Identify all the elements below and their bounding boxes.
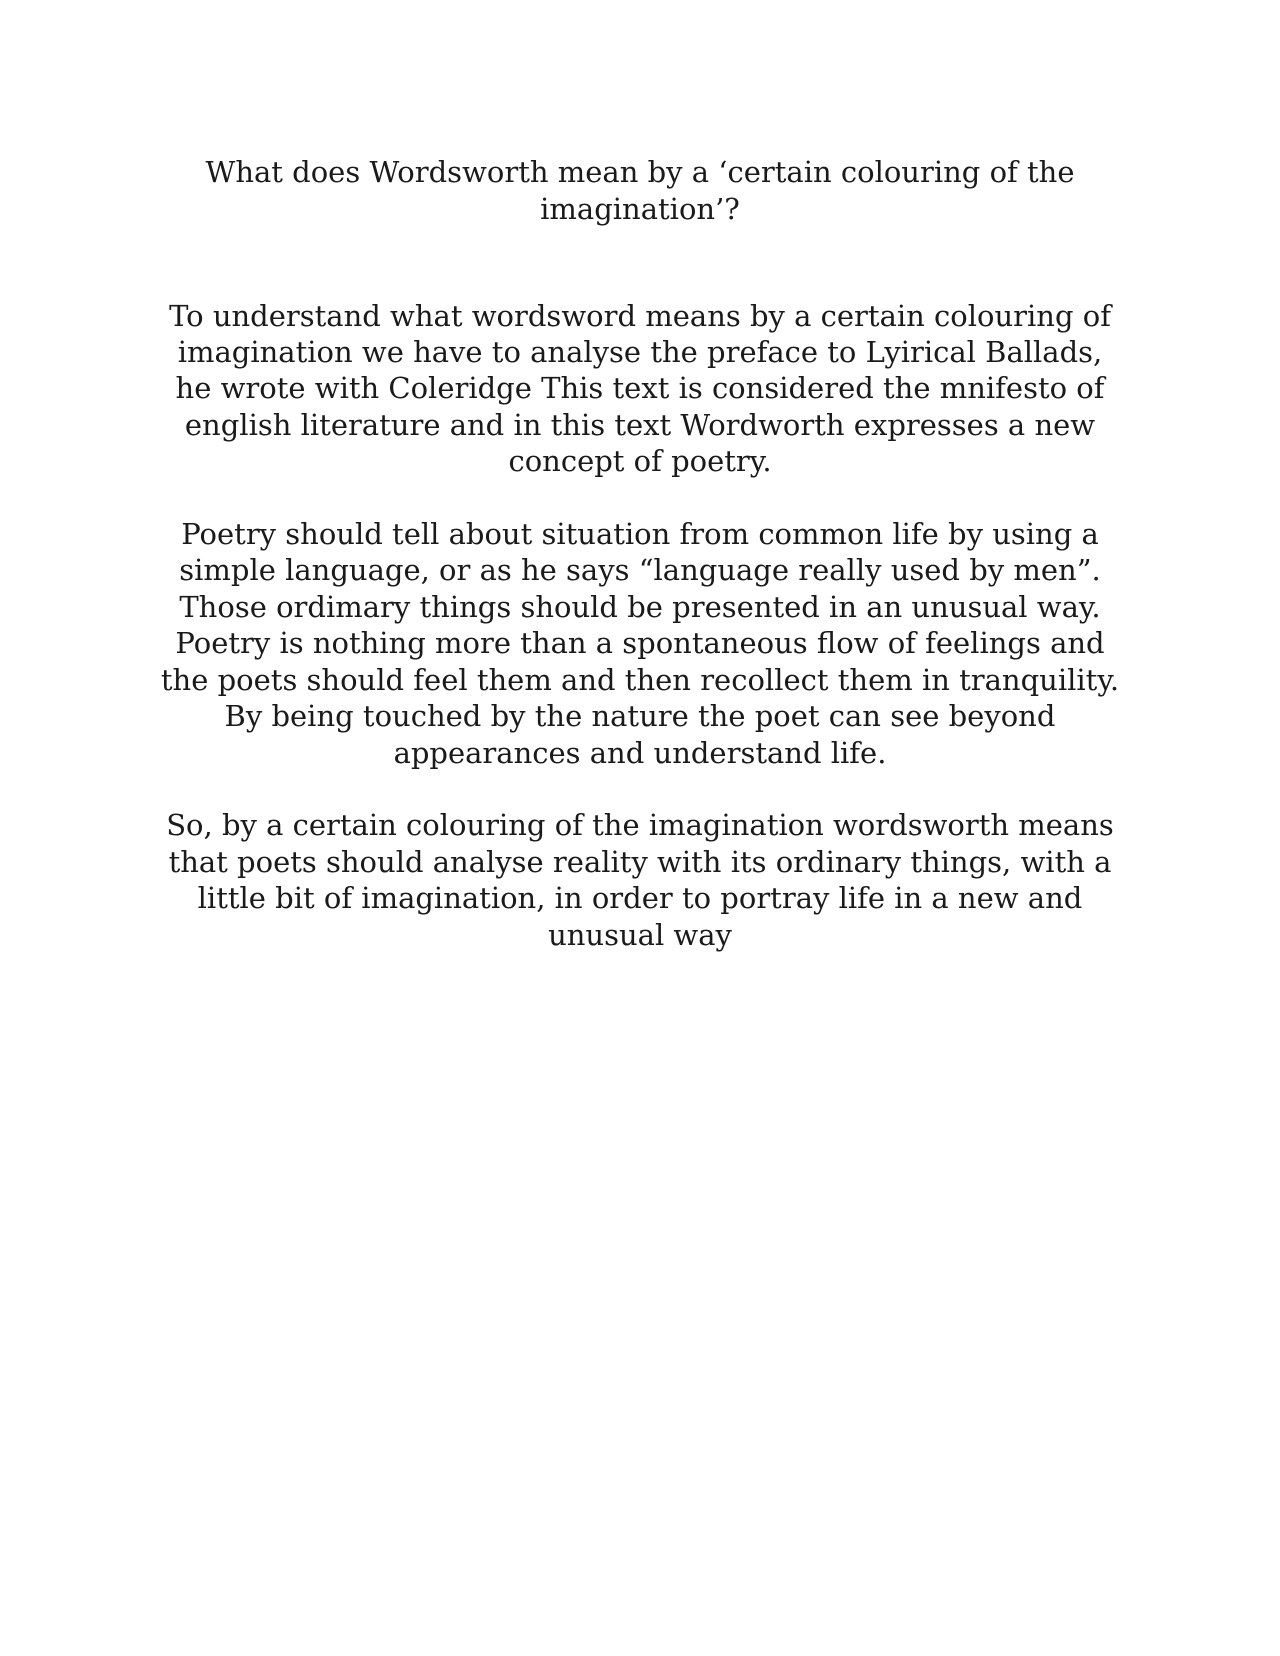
paragraph-conclusion: So, by a certain colouring of the imagination wordsworth means that poets should analyse reality with its ordinary things, with a little bit of imagination, in order to portray life in a new and unusual way — [166, 808, 1114, 952]
document-title: What does Wordsworth mean by a ‘certain colouring of the imagination’? — [205, 155, 1075, 226]
paragraph-poetry: Poetry should tell about situation from common life by using a simple language, or as he says “language really used by men”. Those ordimary things should be presented in an unusual way. Poetry is nothing more than a spontaneous flow of feelings and the poets should feel them and then recollect them in tranquility. By being touched by the nature the poet can see beyond appearances and understand life. — [160, 517, 1120, 770]
paragraph-intro: To understand what wordsword means by a certain colouring of imagination we have to analyse the preface to Lyirical Ballads, he wrote with Coleridge This text is considered the mnifesto of english literature and in this text Wordworth expresses a new concept of poetry. — [169, 298, 1111, 479]
document-body — [112, 118, 1168, 989]
